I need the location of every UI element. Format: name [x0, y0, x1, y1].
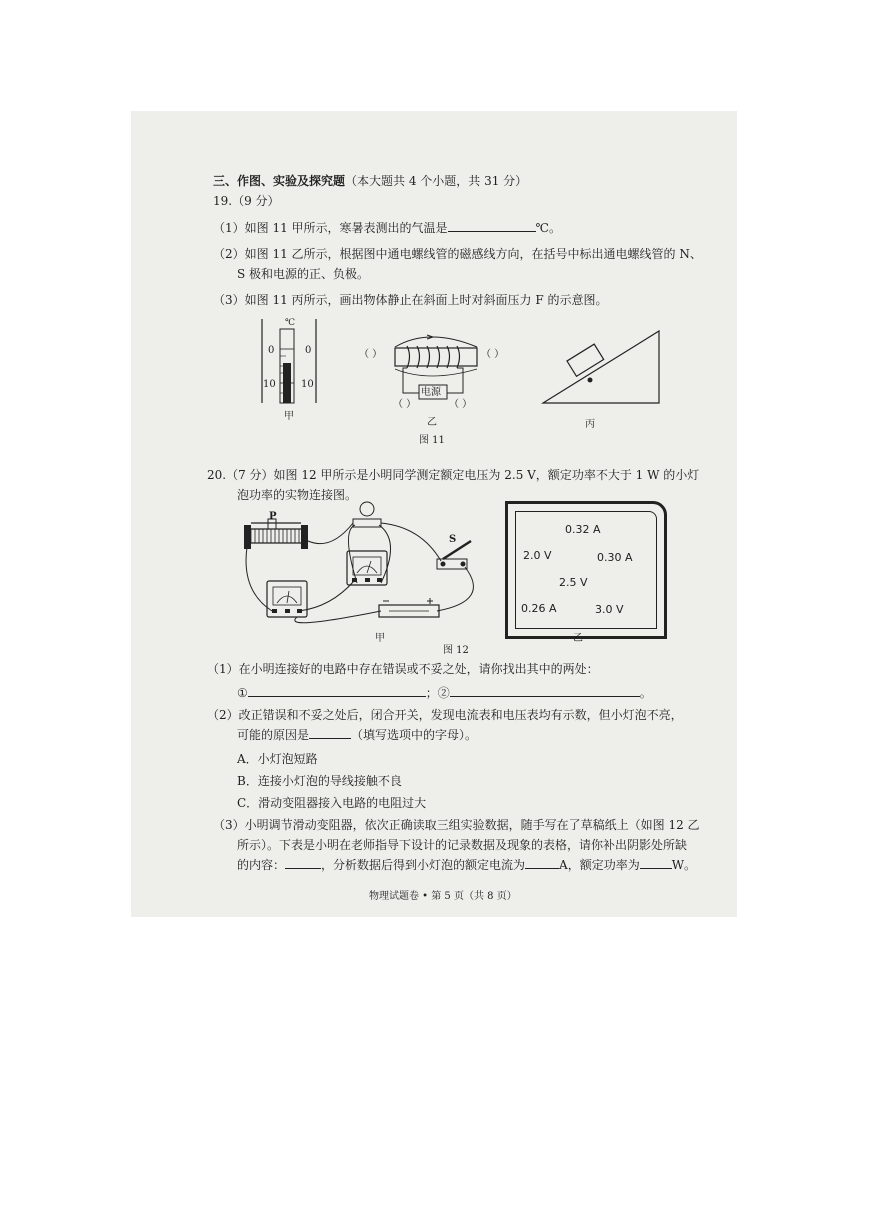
scratch-note: 2.0 V — [523, 549, 552, 562]
q20-part3-line3 — [237, 857, 696, 873]
ammeter — [267, 581, 307, 617]
q19-part2-line2: S 极和电源的正、负极。 — [237, 267, 370, 281]
figure-11-label-jia: 甲 — [284, 411, 294, 422]
q19-part3: （3）如图 11 丙所示，画出物体静止在斜面上时对斜面压力 F 的示意图。 — [213, 293, 608, 307]
scratch-note: 0.26 A — [521, 602, 557, 615]
scratch-note: 0.32 A — [565, 523, 601, 536]
q19-heading: 19.（9 分） — [213, 194, 280, 208]
answer-blank[interactable] — [248, 685, 426, 697]
scratch-note: 3.0 V — [595, 603, 624, 616]
bulb-holder — [353, 502, 381, 527]
battery — [379, 598, 439, 617]
thermometer-left-0: 0 — [268, 345, 275, 356]
answer-blank[interactable] — [309, 727, 351, 739]
q20-part3-text-c: A，额定功率为 — [559, 858, 640, 872]
exam-page — [131, 111, 737, 917]
figure-12-label-jia: 甲 — [375, 633, 385, 644]
q20-part3-line2: 所示）。下表是小明在老师指导下设计的记录数据及现象的表格，请你补出阴影处所缺 — [237, 838, 688, 852]
power-right-paren[interactable]: （ ） — [449, 399, 473, 410]
figure-11-label-bing: 丙 — [585, 419, 595, 430]
switch-label: S — [449, 534, 457, 545]
figure-11-label-yi: 乙 — [427, 417, 437, 428]
q20-intro-line1: 20.（7 分）如图 12 甲所示是小明同学测定额定电压为 2.5 V，额定功率不大于 1 W 的小灯 — [207, 468, 700, 482]
thermometer-right-10: 10 — [301, 379, 314, 390]
figure-12-caption: 图 12 — [443, 645, 469, 656]
answer-marker-1: ① — [237, 686, 248, 700]
power-source-label: 电源 — [421, 387, 441, 398]
section-note: （本大题共 4 个小题，共 31 分） — [345, 174, 528, 188]
q20-part2-hint: （填写选项中的字母）。 — [351, 728, 478, 742]
figure-11-caption: 图 11 — [419, 435, 445, 446]
q20-part2-text: 可能的原因是 — [237, 728, 310, 742]
q20-part3-text-b: ，分析数据后得到小灯泡的额定电流为 — [321, 858, 526, 872]
q19-part1-unit: ℃。 — [535, 221, 561, 235]
answer-blank[interactable] — [640, 857, 672, 869]
figure-12-label-yi: 乙 — [573, 633, 583, 644]
scratch-note: 0.30 A — [597, 551, 633, 564]
q19-part1-text: （1）如图 11 甲所示，寒暑表测出的气温是 — [213, 221, 448, 235]
page-footer: 物理试题卷 • 第 5 页（共 8 页） — [369, 891, 517, 902]
q20-part1-answers — [237, 685, 652, 701]
option-a: A．小灯泡短路 — [237, 752, 318, 766]
answer-blank[interactable] — [525, 857, 559, 869]
thermometer-right-0: 0 — [305, 345, 312, 356]
q20-part3-line1: （3）小明调节滑动变阻器，依次正确读取三组实验数据，随手写在了草稿纸上（如图 12 乙 — [213, 818, 700, 832]
q20-part2-line1: （2）改正错误和不妥之处后，闭合开关，发现电流表和电压表均有示数，但小灯泡不亮， — [207, 708, 683, 722]
q19-part2-line1: （2）如图 11 乙所示，根据图中通电螺线管的磁感线方向，在括号中标出通电螺线管的 N、 — [213, 247, 702, 261]
thermometer-unit: ℃ — [285, 318, 296, 328]
answer-blank[interactable] — [450, 685, 640, 697]
q20-part1: （1）在小明连接好的电路中存在错误或不妥之处，请你找出其中的两处： — [207, 662, 599, 676]
answer-end: 。 — [639, 686, 652, 700]
option-b: B．连接小灯泡的导线接触不良 — [237, 774, 402, 788]
answer-marker-2: ② — [437, 686, 450, 700]
solenoid-left-paren[interactable]: （ ） — [359, 349, 383, 360]
section-title: 三、作图、实验及探究题 — [213, 174, 346, 188]
q20-part2-line2 — [237, 727, 477, 743]
power-left-paren[interactable]: （ ） — [393, 399, 417, 410]
scratch-paper-frame — [505, 501, 667, 639]
q20-part3-text-a: 的内容： — [237, 858, 286, 872]
thermometer-left-10: 10 — [263, 379, 276, 390]
answer-separator: ； — [425, 686, 438, 700]
q20-part3-text-d: W。 — [671, 858, 697, 872]
solenoid-right-paren[interactable]: （ ） — [481, 349, 505, 360]
scratch-note: 2.5 V — [559, 576, 588, 589]
option-c: C．滑动变阻器接入电路的电阻过大 — [237, 796, 427, 810]
rheostat-slider-label: P — [269, 511, 277, 522]
answer-blank[interactable] — [285, 857, 321, 869]
q20-intro-line2: 泡功率的实物连接图。 — [237, 488, 358, 502]
